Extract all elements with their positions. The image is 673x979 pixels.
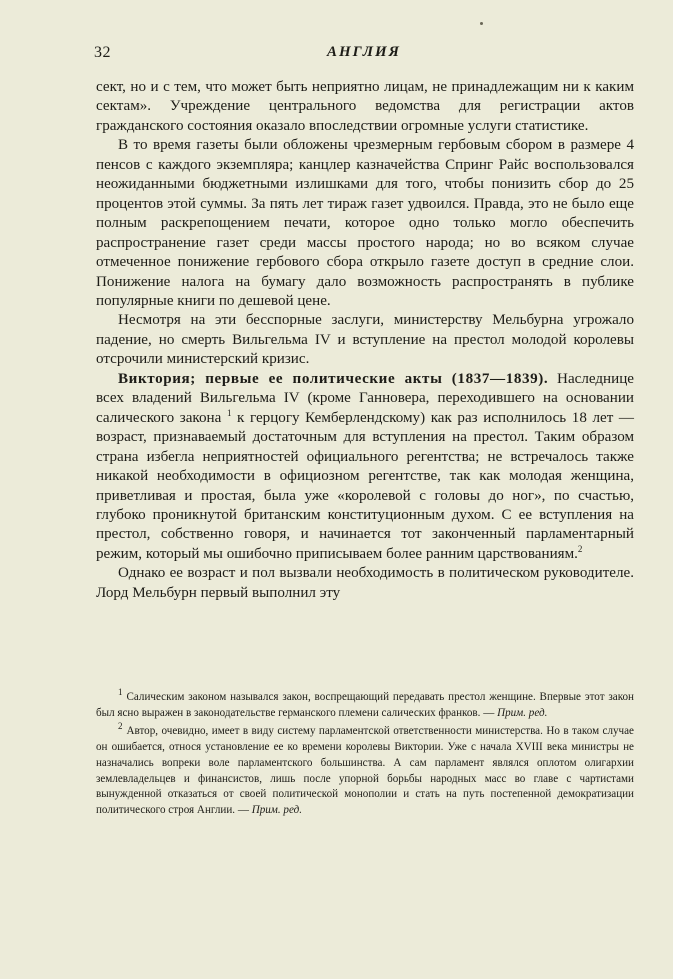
- paragraph-5: Однако ее возраст и пол вызвали необходимость в политическом руководителе. Лорд Мельбурн первый выполнил эту: [96, 565, 634, 601]
- paragraph-4: [96, 370, 634, 565]
- footnote-1-marker: 1: [118, 687, 123, 698]
- footnote-ref-1[interactable]: 1: [226, 407, 232, 418]
- section-heading: Виктория; первые ее политические акты (1837—1839).: [118, 370, 549, 387]
- footnote-2: [96, 721, 634, 819]
- footnote-ref-2[interactable]: 2: [577, 543, 583, 554]
- page-number: 32: [94, 44, 111, 61]
- paragraph-4-text-b: к герцогу Кемберлендскому) как раз исполнилось 18 лет — возраст, признаваемый достаточным для вступления на престол. Таким образом страна избегла неприятностей официального регентства; не встречалось также никакой необходимости в официозном регентстве, так как молодая женщина, приветливая и простая, была уже «королевой с головы до ног», по счастью, глубоко проникнутой британским конституционным духом. С ее вступления на престол, собственно говоря, и начинается тот законченный парламентарный режим, который мы ошибочно приписываем более ранним царствованиям.: [96, 409, 634, 562]
- speck-mark: [480, 22, 483, 25]
- footnote-1-text: Салическим законом назывался закон, воспрещающий передавать престол женщине. Впервые этот закон был ясно выражен в законодательстве германского племени салических франков. —: [96, 691, 634, 719]
- paragraph-4-text-a: Наследнице всех владений Вильгельма IV (кроме Ганновера, переходившего на основании салического закона: [96, 370, 634, 426]
- footnote-1-editor-note: Прим. ред.: [497, 706, 548, 719]
- footnote-2-text: Автор, очевидно, имеет в виду систему парламентской ответственности министерства. Но в таком случае он ошибается, относя установление ее ко времени королевы Виктории. Уже с начала XVIII века министры не назначались вопреки воле парламентского большинства. А сам парламент являлся оплотом олигархии землевладельцев и финансистов, лишь после упорной борьбы народных масс во главе с чартистами вынужденной отказаться от своей политической монополии и стать на путь постепенной демократизации политического строя Англии. —: [96, 724, 634, 817]
- paragraph-3: Несмотря на эти бесспорные заслуги, министерству Мельбурна угрожало падение, но смерть Вильгельма IV и вступление на престол молодой королевы отсрочили министерский кризис.: [96, 312, 634, 368]
- footnote-2-marker: 2: [118, 721, 123, 732]
- footnotes: [96, 687, 634, 819]
- paragraph-1: сект, но и с тем, что может быть неприятно лицам, не принадлежащим ни к каким сектам». Учреждение центрального ведомства для регистрации актов гражданского состояния оказало впоследствии огромные услуги статистике.: [96, 79, 634, 134]
- paragraph-2: В то время газеты были обложены чрезмерным гербовым сбором в размере 4 пенсов с каждого экземпляра; канцлер казначейства Спринг Райс воспользовался неожиданными бюджетными излишками для того, чтобы понизить сбор до 25 процентов этой суммы. За пять лет тираж газет удвоился. Правда, это не было еще полным раскрепощением печати, которое одно только могло обеспечить распространение газет среди массы простого народа; но во всяком случае отмеченное понижение гербового сбора открыло газете доступ в средние слои. Понижение налога на бумагу дало возможность распространять в публике популярные книги по дешевой цене.: [96, 137, 634, 309]
- running-head: АНГЛИЯ: [327, 44, 401, 60]
- footnote-2-editor-note: Прим. ред.: [251, 804, 303, 817]
- footnote-1: [96, 687, 634, 722]
- page-header: [94, 44, 634, 66]
- main-text: [96, 78, 634, 603]
